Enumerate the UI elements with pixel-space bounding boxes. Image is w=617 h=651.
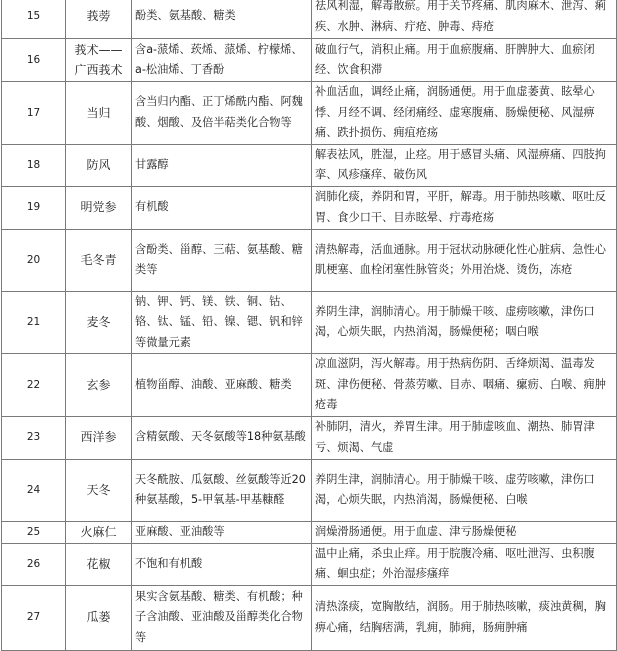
herb-table [1, 0, 617, 651]
herb-components: 钠、钾、钙、镁、铁、铜、钴、铬、钛、锰、铅、镍、锶、钒和锌等微量元素 [132, 291, 312, 354]
row-number: 25 [2, 521, 66, 543]
herb-effects: 破血行气，消积止痛。用于血瘀腹痛、肝脾肿大、血瘀闭经、饮食积滞 [312, 39, 617, 82]
herb-components: 含酚类、甾醇、三萜、氨基酸、糖类等 [132, 229, 312, 291]
herb-name: 当归 [66, 82, 132, 145]
table-row [2, 416, 617, 459]
herb-name: 玄参 [66, 354, 132, 417]
herb-components: 植物甾醇、油酸、亚麻酸、糖类 [132, 354, 312, 417]
row-number: 21 [2, 291, 66, 354]
herb-effects: 补血活血，调经止痛，润肠通便。用于血虚萎黄、眩晕心悸、月经不调、经闭痛经、虚寒腹痛、肠燥便秘、风湿痹痛、跌扑损伤、痈疽疮疡 [312, 82, 617, 145]
table-row [2, 291, 617, 354]
herb-components: 有机酸 [132, 186, 312, 229]
herb-name: 花椒 [66, 543, 132, 585]
table-row [2, 229, 617, 291]
herb-name: 莪术——广西莪术 [66, 39, 132, 82]
row-number: 15 [2, 0, 66, 39]
row-number: 22 [2, 354, 66, 417]
herb-components: 含精氨酸、天冬氨酸等18种氨基酸 [132, 416, 312, 459]
row-number: 16 [2, 39, 66, 82]
herb-name: 天冬 [66, 459, 132, 521]
table-row [2, 521, 617, 543]
table-row [2, 543, 617, 585]
herb-components: 酚类、氨基酸、糖类 [132, 0, 312, 39]
herb-name: 明党参 [66, 186, 132, 229]
table-row [2, 459, 617, 521]
row-number: 24 [2, 459, 66, 521]
herb-components: 含a-蒎烯、莰烯、蒎烯、柠檬烯、a-松油烯、丁香酚 [132, 39, 312, 82]
table-row [2, 82, 617, 145]
table-row [2, 0, 617, 39]
row-number: 27 [2, 585, 66, 650]
herb-name: 毛冬青 [66, 229, 132, 291]
row-number: 18 [2, 144, 66, 186]
row-number: 23 [2, 416, 66, 459]
herb-name: 防风 [66, 144, 132, 186]
herb-components: 甘露醇 [132, 144, 312, 186]
row-number: 17 [2, 82, 66, 145]
herb-components: 含当归内酯、正丁烯酰内酯、阿魏酸、烟酸、及倍半萜类化合物等 [132, 82, 312, 145]
herb-name: 莪蒡 [66, 0, 132, 39]
herb-name: 瓜蒌 [66, 585, 132, 650]
herb-components: 不饱和有机酸 [132, 543, 312, 585]
herb-effects: 温中止痛，杀虫止痒。用于脘腹冷痛、呕吐泄泻、虫积腹痛、蛔虫症；外治湿疹瘙痒 [312, 543, 617, 585]
table-row [2, 354, 617, 417]
row-number: 19 [2, 186, 66, 229]
herb-name: 麦冬 [66, 291, 132, 354]
herb-effects: 补肺阴，清火，养胃生津。用于肺虚咳血、潮热、肺胃津亏、烦渴、气虚 [312, 416, 617, 459]
herb-effects: 解表祛风，胜湿，止痉。用于感冒头痛、风湿痹痛、四肢拘挛、风疹瘙痒、破伤风 [312, 144, 617, 186]
herb-name: 火麻仁 [66, 521, 132, 543]
herb-effects: 清热涤痰，宽胸散结，润肠。用于肺热咳嗽，痰浊黄稠，胸痹心痛，结胸痞满，乳痈，肺痈，肠痈肿痛 [312, 585, 617, 650]
table-row [2, 186, 617, 229]
herb-components: 果实含氨基酸、糖类、有机酸；种子含油酸、亚油酸及甾醇类化合物等 [132, 585, 312, 650]
herb-components: 天冬酰胺、瓜氨酸、丝氨酸等近20种氨基酸，5-甲氧基-甲基糠醛 [132, 459, 312, 521]
herb-effects: 清热解毒，活血通脉。用于冠状动脉硬化性心脏病、急性心肌梗塞、血栓闭塞性脉管炎；外用治烧、烫伤，冻疮 [312, 229, 617, 291]
herb-components: 亚麻酸、亚油酸等 [132, 521, 312, 543]
herb-name: 西洋参 [66, 416, 132, 459]
herb-effects: 润肺化痰，养阴和胃，平肝，解毒。用于肺热咳嗽、呕吐反胃、食少口干、目赤眩晕、疔毒疮疡 [312, 186, 617, 229]
row-number: 20 [2, 229, 66, 291]
herb-effects: 凉血滋阴，泻火解毒。用于热病伤阴、舌绛烦渴、温毒发斑、津伤便秘、骨蒸劳嗽、目赤、咽痛、瘰疬、白喉、痈肿疮毒 [312, 354, 617, 417]
table-row [2, 144, 617, 186]
herb-effects: 润燥滑肠通便。用于血虚、津亏肠燥便秘 [312, 521, 617, 543]
table-row [2, 39, 617, 82]
row-number: 26 [2, 543, 66, 585]
herb-effects: 祛风利湿，解毒散瘀。用于关节疼痛、肌肉麻木、泄泻、痢疾、水肿、淋病、疔疮、肿毒、痔疮 [312, 0, 617, 39]
herb-effects: 养阴生津，润肺清心。用于肺燥干咳、虚痨咳嗽，津伤口渴，心烦失眠，内热消渴，肠燥便秘；咽白喉 [312, 291, 617, 354]
herb-effects: 养阴生津，润肺清心。用于肺燥干咳、虚劳咳嗽，津伤口渴，心烦失眠，内热消渴，肠燥便秘、白喉 [312, 459, 617, 521]
table-row [2, 585, 617, 650]
